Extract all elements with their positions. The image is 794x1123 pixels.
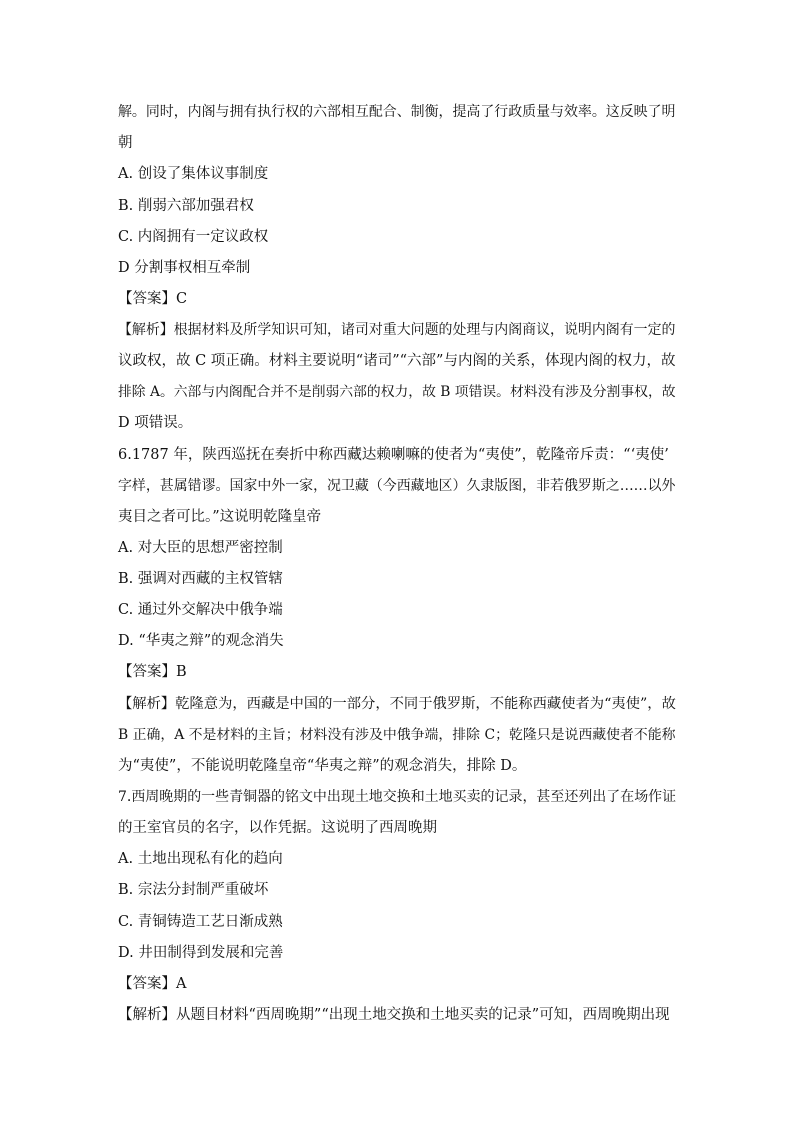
- q5-analysis-line-2: 议政权，故 C 项正确。材料主要说明“诸司”“六部”与内阁的关系，体现内阁的权力，故: [118, 353, 676, 369]
- q6-option-b: B. 强调对西藏的主权管辖: [118, 571, 283, 587]
- q7-answer: 【答案】A: [118, 976, 187, 992]
- q5-stem-line-2: 朝: [118, 135, 133, 151]
- q5-answer: 【答案】C: [118, 291, 188, 307]
- q7-option-c: C. 青铜铸造工艺日渐成熟: [118, 914, 283, 930]
- q7-stem-line-1: 7.西周晚期的一些青铜器的铭文中出现土地交换和土地买卖的记录，甚至还列出了在场作证: [118, 789, 677, 805]
- q5-analysis-line-3: 排除 A。六部与内阁配合并不是削弱六部的权力，故 B 项错误。材料没有涉及分割事权，故: [118, 384, 676, 400]
- q6-analysis-line-1: 【解析】乾隆意为，西藏是中国的一部分，不同于俄罗斯，不能称西藏使者为“夷使”，故: [118, 696, 676, 712]
- q6-analysis-line-2: B 正确，A 不是材料的主旨；材料没有涉及中俄争端，排除 C；乾隆只是说西藏使者不能称: [118, 727, 676, 743]
- q6-answer: 【答案】B: [118, 664, 187, 680]
- q7-option-d: D. 井田制得到发展和完善: [118, 945, 284, 961]
- q5-analysis-line-4: D 项错误。: [118, 415, 193, 431]
- q6-option-a: A. 对大臣的思想严密控制: [118, 540, 283, 556]
- q5-stem-line-1: 解。同时，内阁与拥有执行权的六部相互配合、制衡，提高了行政质量与效率。这反映了明: [118, 104, 676, 120]
- q5-option-c: C. 内阁拥有一定议政权: [118, 229, 269, 245]
- q5-option-d: D 分割事权相互牵制: [118, 260, 251, 276]
- q7-analysis-line-1: 【解析】从题目材料“西周晚期”“出现土地交换和土地买卖的记录”可知，西周晚期出现: [118, 1007, 670, 1023]
- q7-option-a: A. 土地出现私有化的趋向: [118, 851, 283, 867]
- q6-option-c: C. 通过外交解决中俄争端: [118, 602, 283, 618]
- q5-option-b: B. 削弱六部加强君权: [118, 198, 254, 214]
- q7-stem-line-2: 的王室官员的名字，以作凭据。这说明了西周晚期: [118, 820, 437, 836]
- q6-stem-line-2: 字样，甚属错谬。国家中外一家，况卫藏（今西藏地区）久隶版图，非若俄罗斯之……以外: [118, 478, 676, 494]
- q7-option-b: B. 宗法分封制严重破坏: [118, 882, 269, 898]
- q6-option-d: D. “华夷之辩”的观念消失: [118, 633, 284, 649]
- q6-stem-line-3: 夷目之者可比。”这说明乾隆皇帝: [118, 509, 322, 525]
- q6-analysis-line-3: 为“夷使”，不能说明乾隆皇帝“华夷之辩”的观念消失，排除 D。: [118, 758, 527, 774]
- q5-analysis-line-1: 【解析】根据材料及所学知识可知，诸司对重大问题的处理与内阁商议，说明内阁有一定的: [118, 322, 676, 338]
- q5-option-a: A. 创设了集体议事制度: [118, 166, 269, 182]
- q6-stem-line-1: 6.1787 年，陕西巡抚在奏折中称西藏达赖喇嘛的使者为“夷使”，乾隆帝斥责：“‘夷使’: [118, 447, 669, 463]
